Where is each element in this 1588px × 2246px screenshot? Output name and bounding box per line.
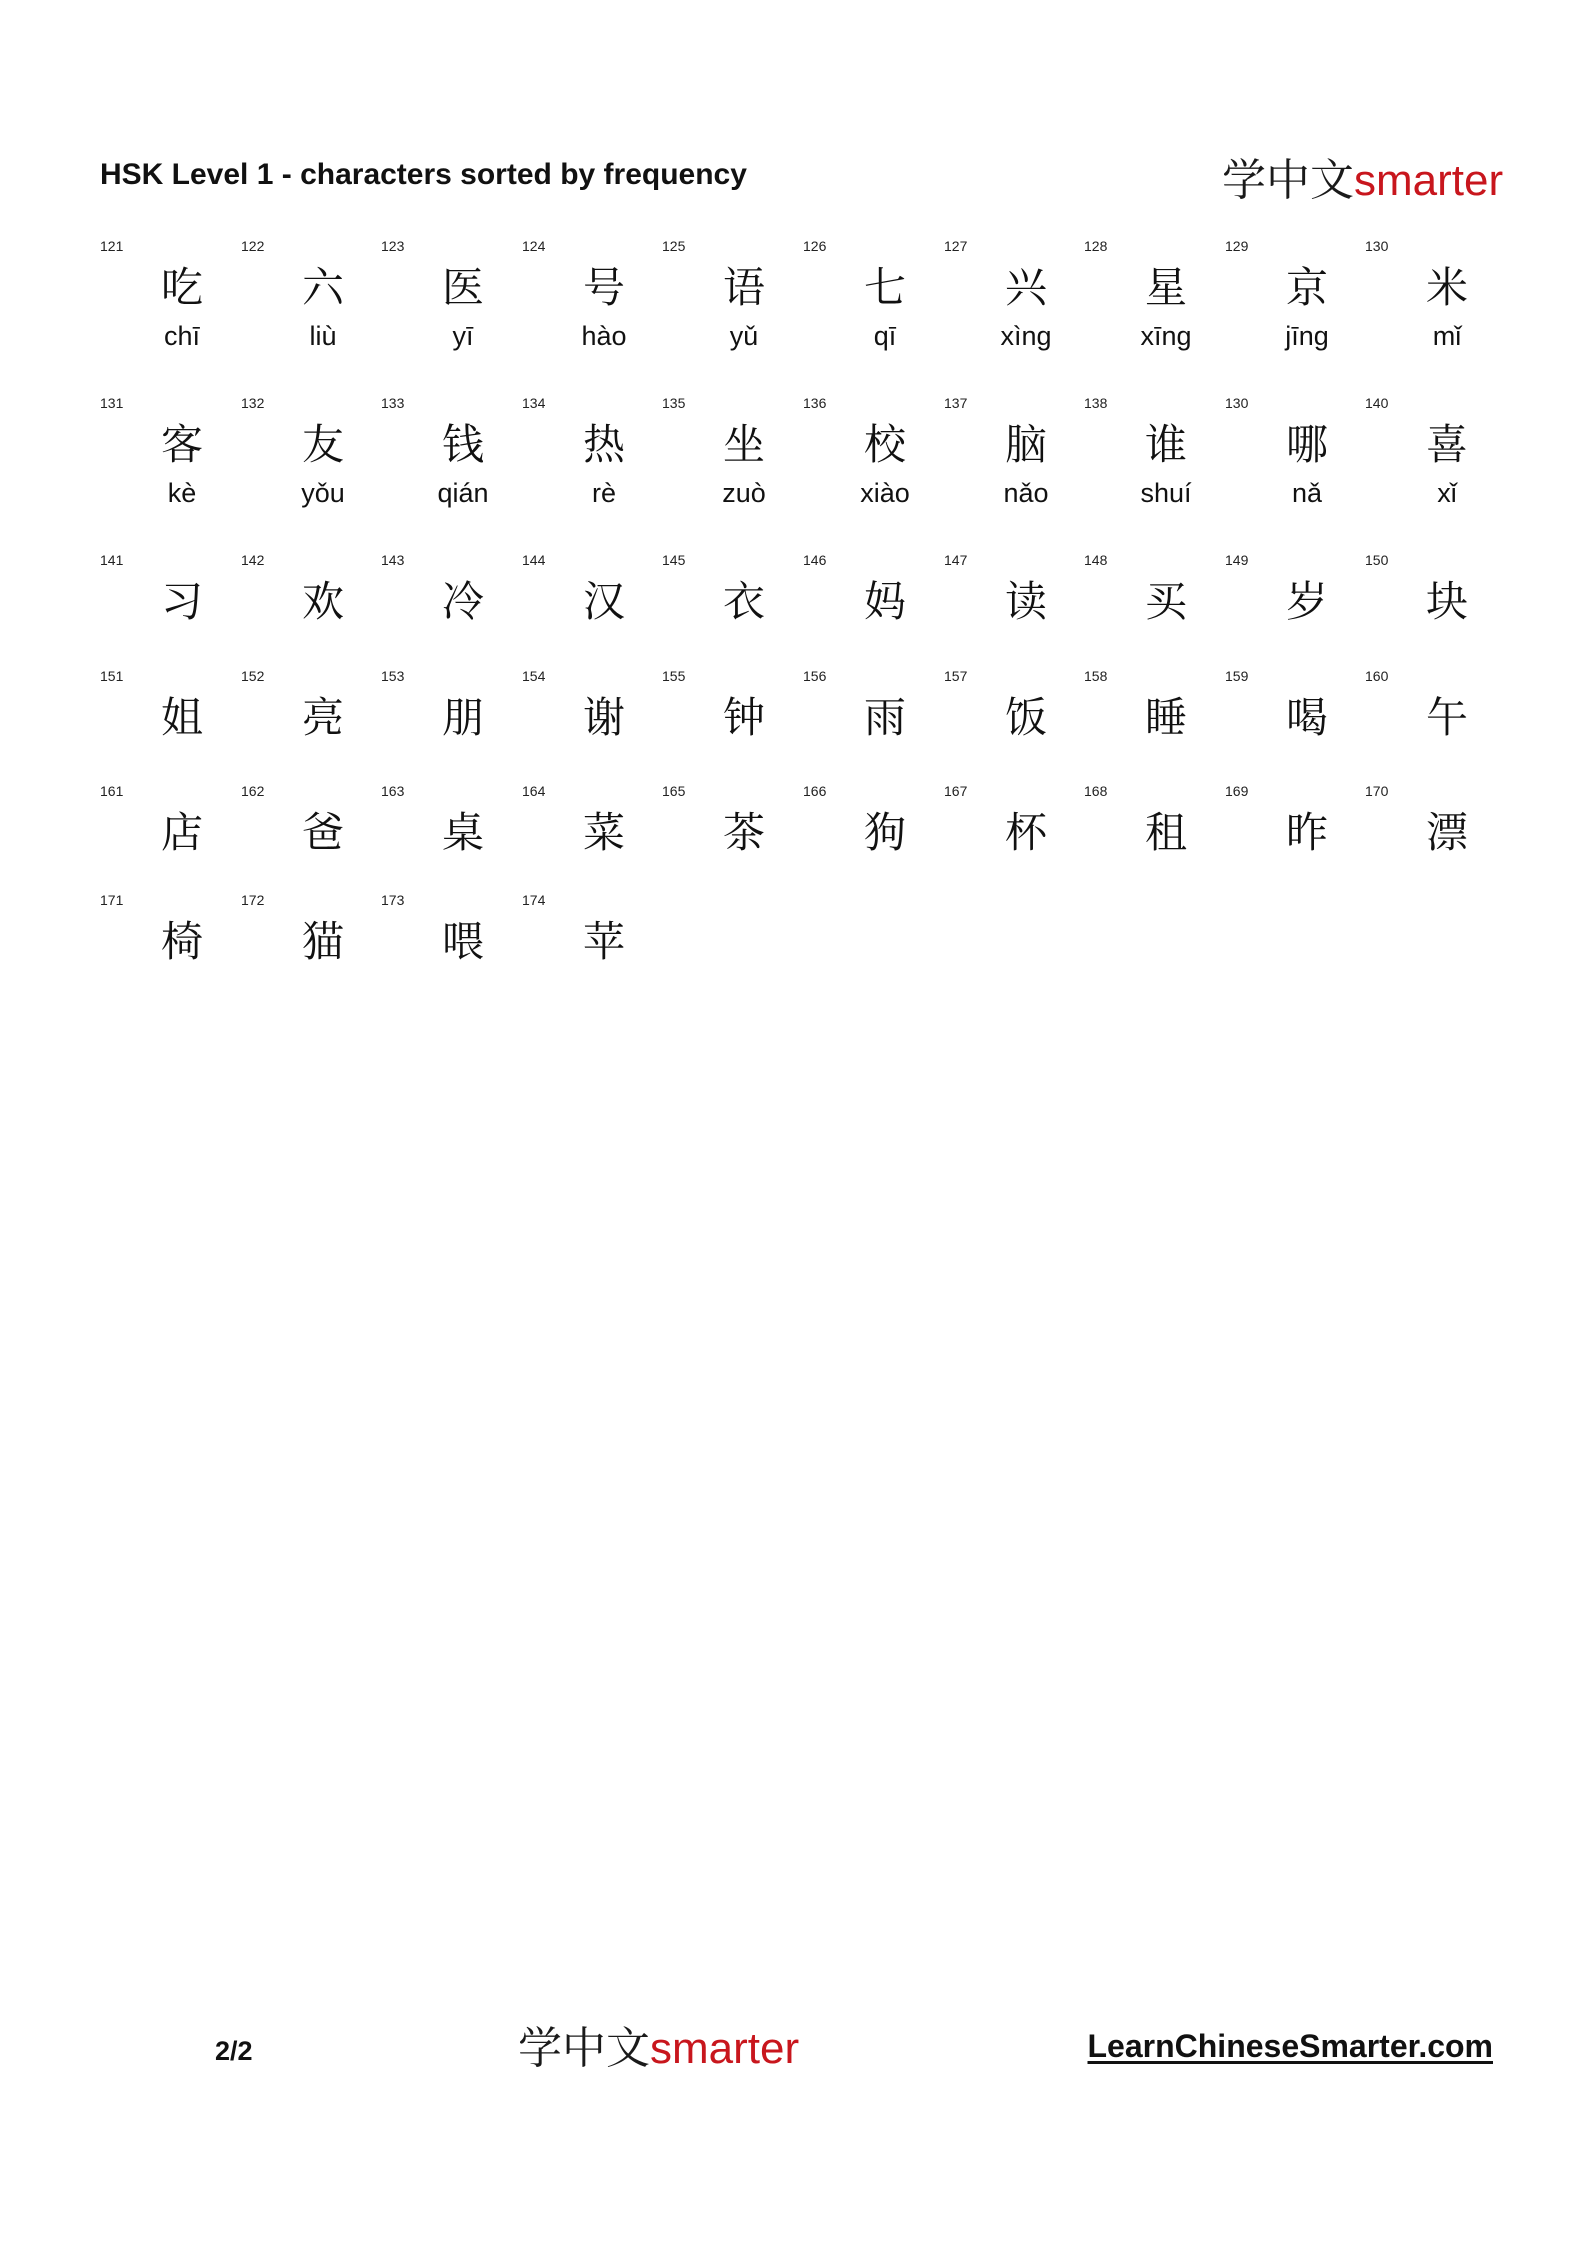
hanzi-character: 饭 — [1004, 693, 1047, 742]
character-number: 150 — [1365, 552, 1389, 568]
character-number: 153 — [381, 668, 405, 684]
hanzi-character: 吃 — [160, 263, 203, 312]
pinyin-text: yǒu — [301, 478, 345, 508]
character-number: 159 — [1225, 668, 1249, 684]
pinyin-text: qián — [437, 478, 489, 508]
character-number: 130 — [1225, 395, 1249, 411]
hanzi-character: 午 — [1425, 693, 1468, 742]
character-number: 131 — [100, 395, 124, 411]
hanzi-character: 菜 — [582, 808, 625, 857]
pinyin-text: xīng — [1140, 321, 1192, 351]
hanzi-character: 校 — [863, 420, 906, 469]
character-number: 170 — [1365, 783, 1389, 799]
character-number: 152 — [241, 668, 265, 684]
character-number: 132 — [241, 395, 265, 411]
character-number: 137 — [944, 395, 968, 411]
character-number: 121 — [100, 238, 124, 254]
hanzi-character: 七 — [863, 263, 906, 312]
hanzi-character: 语 — [722, 263, 765, 312]
character-number: 166 — [803, 783, 827, 799]
character-number: 171 — [100, 892, 124, 908]
hanzi-character: 爸 — [301, 808, 344, 857]
character-number: 123 — [381, 238, 405, 254]
hanzi-character: 喂 — [441, 917, 484, 966]
hanzi-character: 桌 — [441, 808, 484, 857]
character-number: 133 — [381, 395, 405, 411]
website-link[interactable]: LearnChineseSmarter.com — [1087, 2028, 1493, 2064]
character-number: 149 — [1225, 552, 1249, 568]
hanzi-character: 星 — [1144, 263, 1187, 312]
pinyin-text: yī — [452, 321, 474, 351]
hanzi-character: 椅 — [160, 917, 203, 966]
hanzi-character: 雨 — [863, 693, 906, 742]
character-number: 165 — [662, 783, 686, 799]
character-number: 124 — [522, 238, 546, 254]
hanzi-character: 友 — [301, 420, 344, 469]
hanzi-character: 谁 — [1144, 420, 1187, 469]
pinyin-text: yǔ — [729, 321, 759, 351]
character-number: 174 — [522, 892, 546, 908]
hanzi-character: 热 — [582, 420, 625, 469]
hanzi-character: 钟 — [722, 693, 765, 742]
hanzi-character: 六 — [301, 263, 344, 312]
character-number: 146 — [803, 552, 827, 568]
character-number: 151 — [100, 668, 124, 684]
character-number: 156 — [803, 668, 827, 684]
hanzi-character: 块 — [1425, 577, 1468, 626]
character-number: 162 — [241, 783, 265, 799]
character-number: 173 — [381, 892, 405, 908]
hanzi-character: 医 — [441, 263, 484, 312]
pinyin-text: jīng — [1285, 321, 1329, 351]
hanzi-character: 姐 — [160, 693, 203, 742]
hanzi-character: 坐 — [722, 420, 765, 469]
character-number: 145 — [662, 552, 686, 568]
hanzi-character: 汉 — [582, 577, 625, 626]
pinyin-text: qī — [873, 321, 897, 351]
hanzi-character: 客 — [160, 420, 203, 469]
pinyin-text: kè — [167, 478, 197, 508]
page-number: 2/2 — [215, 2036, 253, 2066]
footer-logo-english: smarter — [650, 2024, 800, 2073]
hanzi-character: 哪 — [1285, 420, 1328, 469]
character-number: 129 — [1225, 238, 1249, 254]
character-number: 167 — [944, 783, 968, 799]
footer-logo — [518, 2012, 799, 2076]
footer-logo-chinese: 学中文 — [518, 2023, 650, 2074]
pinyin-text: zuò — [722, 478, 766, 508]
hanzi-character: 昨 — [1285, 808, 1328, 857]
hanzi-character: 亮 — [301, 693, 344, 742]
character-number: 144 — [522, 552, 546, 568]
pinyin-text: rè — [591, 478, 616, 508]
character-number: 136 — [803, 395, 827, 411]
pinyin-text: mǐ — [1432, 321, 1462, 351]
brand-logo-chinese: 学中文 — [1222, 155, 1354, 206]
hanzi-character: 狗 — [863, 808, 906, 857]
hanzi-character: 漂 — [1425, 808, 1468, 857]
hanzi-character: 钱 — [441, 420, 484, 469]
hanzi-character: 苹 — [582, 917, 625, 966]
hanzi-character: 店 — [160, 808, 203, 857]
character-number: 122 — [241, 238, 265, 254]
character-number: 125 — [662, 238, 686, 254]
pinyin-text: liù — [309, 321, 337, 351]
character-number: 140 — [1365, 395, 1389, 411]
brand-logo-english: smarter — [1354, 156, 1504, 205]
character-number: 169 — [1225, 783, 1249, 799]
hanzi-character: 兴 — [1004, 263, 1047, 312]
pinyin-text: hào — [581, 321, 627, 351]
hanzi-character: 习 — [160, 577, 203, 626]
character-number: 135 — [662, 395, 686, 411]
hanzi-character: 杯 — [1004, 808, 1047, 857]
hanzi-character: 买 — [1144, 577, 1187, 626]
hanzi-character: 睡 — [1144, 693, 1187, 742]
character-number: 127 — [944, 238, 968, 254]
character-number: 164 — [522, 783, 546, 799]
character-number: 148 — [1084, 552, 1108, 568]
character-number: 168 — [1084, 783, 1108, 799]
page-title: HSK Level 1 - characters sorted by frequency — [100, 158, 747, 191]
hanzi-character: 脑 — [1004, 420, 1047, 469]
character-number: 130 — [1365, 238, 1389, 254]
pinyin-text: chī — [163, 321, 201, 351]
pinyin-text: nǎ — [1291, 478, 1323, 508]
character-number: 157 — [944, 668, 968, 684]
character-number: 172 — [241, 892, 265, 908]
pinyin-text: nǎo — [1003, 478, 1049, 508]
pinyin-text: xǐ — [1437, 478, 1457, 508]
character-number: 143 — [381, 552, 405, 568]
character-number: 134 — [522, 395, 546, 411]
hanzi-character: 租 — [1144, 808, 1187, 857]
hanzi-character: 冷 — [441, 577, 484, 626]
hanzi-character: 京 — [1285, 263, 1328, 312]
character-number: 142 — [241, 552, 265, 568]
hanzi-character: 猫 — [301, 917, 344, 966]
hanzi-character: 欢 — [301, 577, 344, 626]
hanzi-character: 茶 — [722, 808, 765, 857]
hanzi-character: 妈 — [863, 577, 906, 626]
hanzi-character: 号 — [582, 263, 625, 312]
pinyin-text: shuí — [1140, 478, 1192, 508]
hanzi-character: 谢 — [582, 693, 625, 742]
character-number: 163 — [381, 783, 405, 799]
hanzi-character: 米 — [1425, 263, 1468, 312]
character-number: 158 — [1084, 668, 1108, 684]
character-number: 160 — [1365, 668, 1389, 684]
character-number: 126 — [803, 238, 827, 254]
hanzi-character: 衣 — [722, 577, 765, 626]
character-number: 138 — [1084, 395, 1108, 411]
pinyin-text: xiào — [860, 478, 910, 508]
hanzi-character: 读 — [1004, 577, 1047, 626]
hanzi-character: 朋 — [441, 693, 484, 742]
pinyin-text: xìng — [1000, 321, 1052, 351]
hanzi-character: 岁 — [1285, 577, 1328, 626]
character-number: 161 — [100, 783, 124, 799]
character-number: 141 — [100, 552, 124, 568]
character-number: 154 — [522, 668, 546, 684]
hanzi-character: 喜 — [1425, 420, 1468, 469]
character-number: 128 — [1084, 238, 1108, 254]
character-number: 147 — [944, 552, 968, 568]
brand-logo — [1222, 144, 1503, 208]
character-number: 155 — [662, 668, 686, 684]
hanzi-character: 喝 — [1285, 693, 1328, 742]
